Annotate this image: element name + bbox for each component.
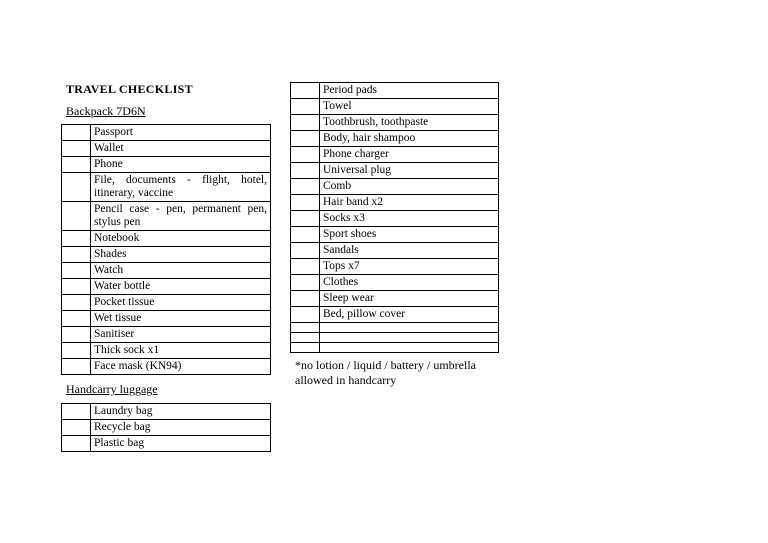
backpack-item-row (62, 279, 271, 295)
backpack-item-row (62, 327, 271, 343)
checkbox-cell[interactable] (62, 420, 91, 436)
item-label: Universal plug (320, 163, 499, 179)
item-label: Body, hair shampoo (320, 131, 499, 147)
checkbox-cell[interactable] (291, 323, 320, 333)
handcarry-table (61, 403, 271, 452)
other-item-row (291, 333, 499, 343)
item-label (320, 343, 499, 353)
checkbox-cell[interactable] (291, 115, 320, 131)
checkbox-cell[interactable] (291, 211, 320, 227)
item-label: Laundry bag (91, 404, 271, 420)
backpack-heading: Backpack 7D6N (66, 104, 146, 118)
checkbox-cell[interactable] (62, 263, 91, 279)
item-label: Period pads (320, 83, 499, 99)
item-label: Passport (91, 125, 271, 141)
backpack-item-row (62, 295, 271, 311)
checkbox-cell[interactable] (291, 99, 320, 115)
item-label: Pocket tissue (91, 295, 271, 311)
checkbox-cell[interactable] (62, 157, 91, 173)
item-label: Toothbrush, toothpaste (320, 115, 499, 131)
checkbox-cell[interactable] (291, 179, 320, 195)
checkbox-cell[interactable] (291, 307, 320, 323)
other-item-row (291, 291, 499, 307)
other-item-row (291, 227, 499, 243)
checkbox-cell[interactable] (62, 231, 91, 247)
backpack-item-row (62, 202, 271, 231)
item-label: Sport shoes (320, 227, 499, 243)
item-label: Phone charger (320, 147, 499, 163)
item-label: Towel (320, 99, 499, 115)
item-label: Bed, pillow cover (320, 307, 499, 323)
item-label (320, 323, 499, 333)
item-label: Pencil case - pen, permanent pen, stylus pen (91, 202, 271, 231)
checkbox-cell[interactable] (291, 163, 320, 179)
checkbox-cell[interactable] (291, 259, 320, 275)
item-label: Clothes (320, 275, 499, 291)
item-label: Socks x3 (320, 211, 499, 227)
other-item-row (291, 163, 499, 179)
checkbox-cell[interactable] (62, 311, 91, 327)
item-label: Recycle bag (91, 420, 271, 436)
other-item-row (291, 131, 499, 147)
checkbox-cell[interactable] (62, 141, 91, 157)
page-title: TRAVEL CHECKLIST (66, 82, 193, 96)
backpack-item-row (62, 359, 271, 375)
item-label: Notebook (91, 231, 271, 247)
checkbox-cell[interactable] (291, 291, 320, 307)
handcarry-item-row (62, 436, 271, 452)
item-label: Face mask (KN94) (91, 359, 271, 375)
checkbox-cell[interactable] (291, 131, 320, 147)
checkbox-cell[interactable] (62, 343, 91, 359)
other-item-row (291, 211, 499, 227)
checkbox-cell[interactable] (62, 202, 91, 231)
handcarry-item-row (62, 420, 271, 436)
item-label (320, 333, 499, 343)
item-label: Wallet (91, 141, 271, 157)
backpack-item-row (62, 343, 271, 359)
handcarry-heading: Handcarry luggage (66, 382, 158, 396)
handcarry-item-row (62, 404, 271, 420)
checkbox-cell[interactable] (62, 436, 91, 452)
other-item-row (291, 275, 499, 291)
other-item-row (291, 195, 499, 211)
other-item-row (291, 99, 499, 115)
item-label: Wet tissue (91, 311, 271, 327)
item-label: Comb (320, 179, 499, 195)
checkbox-cell[interactable] (62, 125, 91, 141)
item-label: File, documents - flight, hotel, itinerary, vaccine (91, 173, 271, 202)
item-label: Sleep wear (320, 291, 499, 307)
backpack-item-row (62, 247, 271, 263)
other-item-row (291, 115, 499, 131)
other-items-table (290, 82, 499, 353)
backpack-item-row (62, 157, 271, 173)
backpack-item-row (62, 173, 271, 202)
item-label: Watch (91, 263, 271, 279)
checkbox-cell[interactable] (291, 147, 320, 163)
backpack-table (61, 124, 271, 375)
backpack-item-row (62, 311, 271, 327)
backpack-item-row (62, 263, 271, 279)
other-item-row (291, 343, 499, 353)
other-item-row (291, 179, 499, 195)
checkbox-cell[interactable] (291, 275, 320, 291)
item-label: Shades (91, 247, 271, 263)
item-label: Hair band x2 (320, 195, 499, 211)
handcarry-note: *no lotion / liquid / battery / umbrella allowed in handcarry (295, 358, 476, 387)
checkbox-cell[interactable] (291, 195, 320, 211)
checkbox-cell[interactable] (62, 327, 91, 343)
checkbox-cell[interactable] (291, 227, 320, 243)
other-item-row (291, 243, 499, 259)
item-label: Thick sock x1 (91, 343, 271, 359)
other-item-row (291, 307, 499, 323)
other-item-row (291, 323, 499, 333)
checkbox-cell[interactable] (62, 359, 91, 375)
checkbox-cell[interactable] (62, 404, 91, 420)
backpack-item-row (62, 231, 271, 247)
checkbox-cell[interactable] (62, 295, 91, 311)
other-item-row (291, 147, 499, 163)
item-label: Sanitiser (91, 327, 271, 343)
backpack-item-row (62, 141, 271, 157)
checkbox-cell[interactable] (62, 173, 91, 202)
other-item-row (291, 259, 499, 275)
checkbox-cell[interactable] (62, 247, 91, 263)
item-label: Tops x7 (320, 259, 499, 275)
item-label: Water bottle (91, 279, 271, 295)
checkbox-cell[interactable] (291, 343, 320, 353)
checkbox-cell[interactable] (291, 333, 320, 343)
checkbox-cell[interactable] (291, 83, 320, 99)
checkbox-cell[interactable] (62, 279, 91, 295)
other-item-row (291, 83, 499, 99)
checkbox-cell[interactable] (291, 243, 320, 259)
item-label: Sandals (320, 243, 499, 259)
backpack-item-row (62, 125, 271, 141)
item-label: Plastic bag (91, 436, 271, 452)
item-label: Phone (91, 157, 271, 173)
